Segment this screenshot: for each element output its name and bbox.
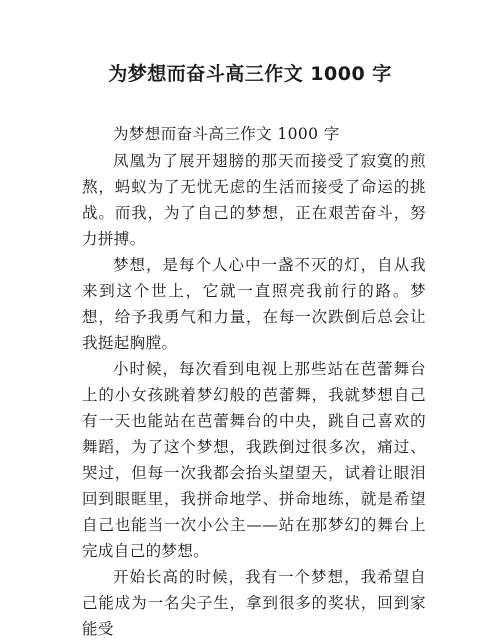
paragraph: 开始长高的时候，我有一个梦想，我希望自己能成为一名尖子生，拿到很多的奖状，回到家能受	[82, 568, 426, 638]
document-title: 为梦想而奋斗高三作文 1000 字	[108, 63, 392, 85]
paragraph: 凤凰为了展开翅膀的那天而接受了寂寞的煎熬，蚂蚁为了无忧无虑的生活而接受了命运的挑战。而我，为了自己的梦想，正在艰苦奋斗，努力拼搏。	[82, 152, 426, 248]
document-body	[82, 121, 426, 642]
paragraph: 小时候，每次看到电视上那些站在芭蕾舞台上的小女孩跳着梦幻般的芭蕾舞，我就梦想自己有一天也能站在芭蕾舞台的中央，跳自己喜欢的舞蹈，为了这个梦想，我跌倒过很多次，痛过、哭过，但每一次我都会抬头望望天，试着让眼泪回到眼眶里，我拼命地学、拼命地练，就是希望自己也能当一次小公主——站在那梦幻的舞台上完成自己的梦想。	[82, 360, 426, 560]
paragraph: 梦想，是每个人心中一盏不灭的灯，自从我来到这个世上，它就一直照亮我前行的路。梦想，给予我勇气和力量，在每一次跌倒后总会让我挺起胸膛。	[82, 256, 426, 352]
paragraph-subtitle: 为梦想而奋斗高三作文 1000 字	[113, 125, 340, 143]
